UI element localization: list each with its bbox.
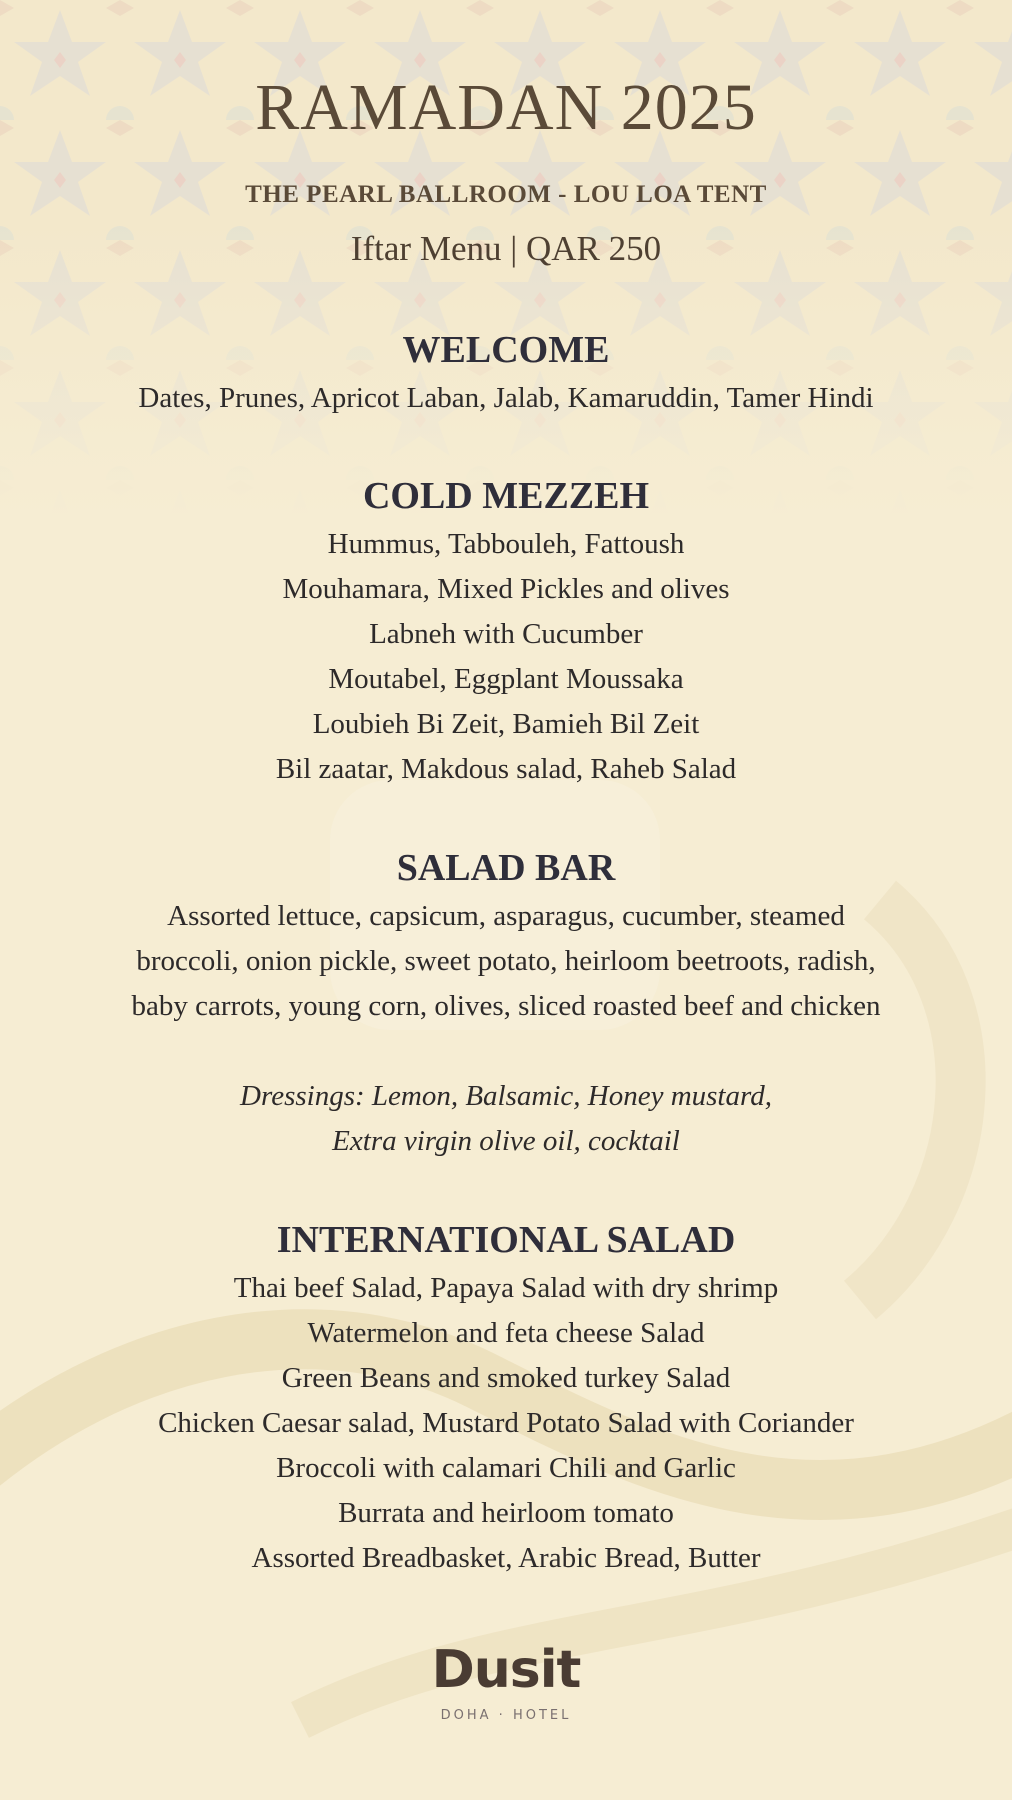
international-salad-section [30,1216,982,1581]
menu-line: Dates, Prunes, Apricot Laban, Jalab, Kamaruddin, Tamer Hindi [138,382,874,414]
menu-line: Bil zaatar, Makdous salad, Raheb Salad [275,753,737,785]
hotel-logo [0,1640,1012,1723]
menu-line: Assorted lettuce, capsicum, asparagus, cucumber, steamed [167,900,845,932]
menu-line: Chicken Caesar salad, Mustard Potato Salad with Coriander [158,1407,854,1439]
brand-logo: Dusit [431,1640,581,1700]
menu-line: broccoli, onion pickle, sweet potato, heirloom beetroots, radish, [136,945,876,977]
menu-price: Iftar Menu | QAR 250 [350,229,662,268]
menu-line: Assorted Breadbasket, Arabic Bread, Butter [251,1542,761,1574]
menu-line: Mouhamara, Mixed Pickles and olives [282,573,730,605]
menu-line: Thai beef Salad, Papaya Salad with dry shrimp [233,1272,779,1304]
page-title: RAMADAN 2025 [255,71,757,144]
section-heading: COLD MEZZEH [362,475,650,517]
menu-line: Labneh with Cucumber [369,618,643,650]
dressings-line: Dressings: Lemon, Balsamic, Honey mustard, [240,1080,772,1112]
menu-line: baby carrots, young corn, olives, sliced roasted beef and chicken [131,990,881,1022]
brand-subtitle: DOHA · HOTEL [440,1708,572,1723]
menu-line: Watermelon and feta cheese Salad [307,1317,705,1349]
section-heading: INTERNATIONAL SALAD [276,1219,736,1261]
salad-bar-section [30,844,982,1164]
venue-subtitle: THE PEARL BALLROOM - LOU LOA TENT [245,181,767,208]
menu-line: Moutabel, Eggplant Moussaka [328,663,684,695]
cold-mezzeh-section [30,472,982,792]
section-heading: WELCOME [402,329,610,371]
menu-line: Burrata and heirloom tomato [338,1497,674,1529]
menu-line: Hummus, Tabbouleh, Fattoush [327,528,685,560]
menu-line: Broccoli with calamari Chili and Garlic [276,1452,736,1484]
welcome-section [30,326,982,421]
dressings-line: Extra virgin olive oil, cocktail [332,1125,680,1157]
section-heading: SALAD BAR [396,847,616,889]
menu-line: Green Beans and smoked turkey Salad [281,1362,731,1394]
menu-line: Loubieh Bi Zeit, Bamieh Bil Zeit [312,708,700,740]
